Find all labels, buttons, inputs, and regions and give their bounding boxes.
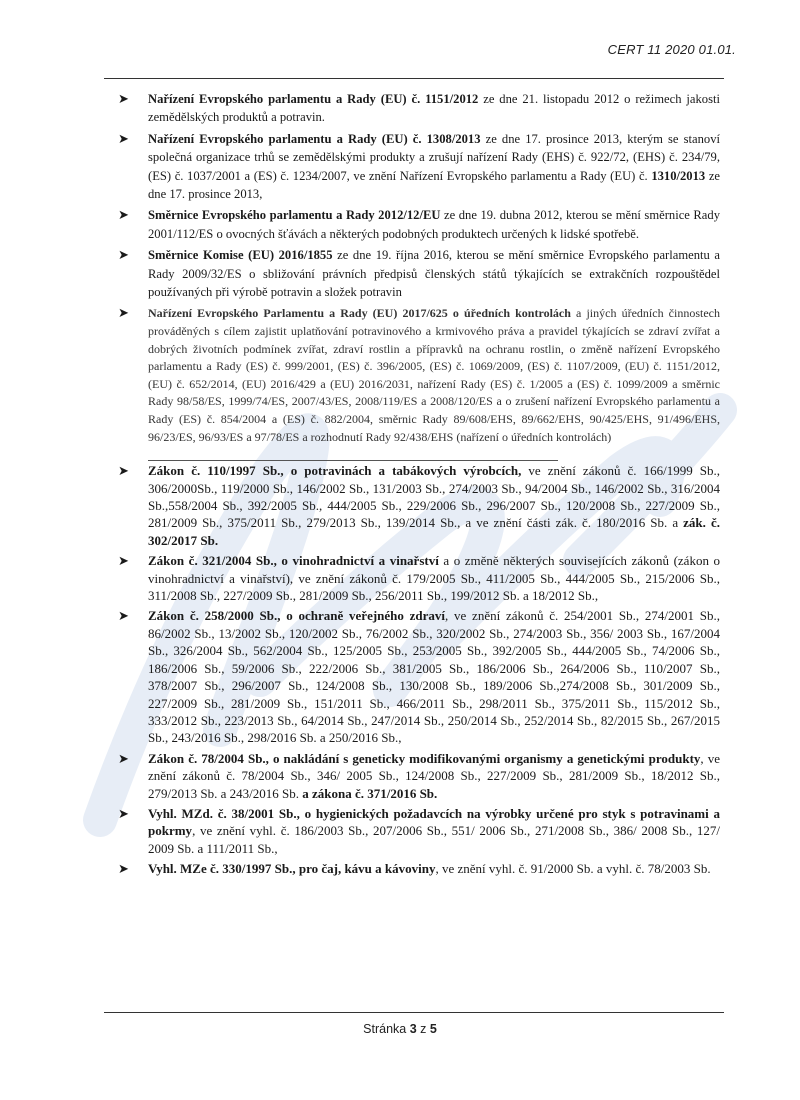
current-page: 3	[409, 1022, 417, 1036]
item-text: , ve znění vyhl. č. 91/2000 Sb. a vyhl. č. 78/2003 Sb.	[435, 861, 711, 877]
item-text: ze dne 17. prosince 2013, kterým se stanoví společná organizace trhů se zemědělskými produkty a zrušují nařízení Rady (EHS) č. 922/72, (EHS) č. 234/79, (ES) č. 1037/2001 a (ES) č. 1234/2007, ve znění Nařízení Evropského parlamentu a Rady (EU) č.	[148, 131, 720, 183]
list-item	[118, 805, 720, 857]
document-body	[118, 90, 720, 881]
header-rule	[104, 78, 724, 79]
list-item	[118, 860, 720, 877]
item-text: ze dne 19. dubna 2012, kterou se mění směrnice Rady 2001/112/ES o ovocných šťávách a některých podobných produktech určených k lidské spotřebě.	[148, 208, 720, 241]
page-separator: z	[420, 1022, 427, 1036]
page-number	[0, 1022, 800, 1036]
arrow-bullet-icon: ➤	[118, 861, 129, 877]
list-item	[118, 552, 720, 604]
item-title: Zákon č. 78/2004 Sb., o nakládání s geneticky modifikovanými organismy a genetickými produkty	[148, 750, 701, 766]
item-text: a o změně některých souvisejících zákonů (zákon o vinohradnictví a vinařství), ve znění zákonů č. 179/2005 Sb., 411/2005 Sb., 444/2005 Sb., 215/2006 Sb., 311/2008 Sb., 227/2009 Sb., 281/2009 Sb., 256/2011 Sb., 199/2012 Sb. a 18/2012 Sb.,	[148, 553, 720, 604]
item-title: Zákon č. 258/2000 Sb., o ochraně veřejného zdraví	[148, 608, 446, 624]
arrow-bullet-icon: ➤	[118, 305, 129, 321]
item-title: Nařízení Evropského parlamentu a Rady (EU) č. 1308/2013	[148, 131, 481, 146]
document-code: CERT 11 2020 01.01.	[607, 42, 736, 57]
item-text: a jiných úředních činnostech prováděných s cílem zajistit uplatňování potravinového a krmivového práva a pravidel týkajících se zdraví zvířat a dobrých životních podmínek zvířat, zdraví rostlin a přípravků na ochranu rostlin, o změně nařízení Evropského parlamentu a Rady (ES) č. 999/2001, (ES) č. 396/2005, (ES) č. 1069/2009, (ES) č. 1107/2009, (EU) č. 1151/2012, (EU) č. 652/2014, (EU) 2016/429 a (EU) 2016/2031, nařízení Rady (ES) č. 1/2005 a (ES) č. 1099/2009 a směrnic Rady 98/58/ES, 1999/74/ES, 2007/43/ES, 2008/119/ES a 2008/120/ES a o zrušení nařízení Evropského parlamentu a Rady (ES) č. 854/2004 a (ES) č. 882/2004, směrnic Rady 89/608/EHS, 89/662/EHS, 90/425/EHS, 91/496/EHS, 96/23/ES, 96/93/ES a 97/78/ES a rozhodnutí Rady 92/438/EHS (nařízení o úředních kontrolách)	[148, 306, 720, 444]
arrow-bullet-icon: ➤	[118, 750, 129, 766]
item-title: Směrnice Komise (EU) 2016/1855	[148, 248, 333, 263]
item-text: ze dne 21. listopadu 2012 o režimech jakosti zemědělských produktů a potravin.	[148, 92, 720, 125]
item-text: , ve znění zákonů č. 254/2001 Sb., 274/2001 Sb., 86/2002 Sb., 13/2002 Sb., 120/2002 Sb., 76/2002 Sb., 320/2002 Sb., 274/2003 Sb., 356/ 2003 Sb., 167/2004 Sb., 326/2004 Sb., 562/2004 Sb., 125/2005 Sb., 253/2005 Sb., 392/2005 Sb., 444/2005 Sb., 74/2006 Sb., 186/2006 Sb., 59/2006 Sb., 222/2006 Sb., 381/2005 Sb., 186/2006 Sb., 264/2006 Sb., 110/2007 Sb., 378/2007 Sb., 296/2007 Sb., 124/2008 Sb., 130/2008 Sb., 189/2006 Sb.,274/2008 Sb., 301/2009 Sb., 227/2009 Sb., 281/2009 Sb., 151/2011 Sb., 466/2011 Sb., 298/2011 Sb., 375/2011 Sb., 115/2012 Sb., 333/2012 Sb., 223/2013 Sb., 64/2014 Sb., 247/2014 Sb., 250/2014 Sb., 252/2014 Sb., 82/2015 Sb., 267/2015 Sb., 243/2016 Sb., 298/2016 Sb. a 250/2016 Sb.,	[148, 608, 720, 746]
item-title: Vyhl. MZe č. 330/1997 Sb., pro čaj, kávu a kávoviny	[148, 861, 436, 877]
list-item	[118, 246, 720, 301]
item-text: ve znění zákonů č. 166/1999 Sb., 306/2000Sb., 119/2000 Sb., 146/2002 Sb., 131/2003 Sb., 274/2003 Sb., 94/2004 Sb., 146/2002 Sb., 316/2004 Sb.,558/2004 Sb., 392/2005 Sb., 444/2005 Sb., 229/2006 Sb., 296/2007 Sb., 120/2008 Sb., 227/2009 Sb., 281/2009 Sb., 375/2011 Sb., 279/2013 Sb., 139/2014 Sb., a ve znění části zák. č. 180/2016 Sb. a	[148, 463, 720, 531]
item-title-secondary: a zákona č. 371/2016 Sb.	[302, 785, 438, 801]
arrow-bullet-icon: ➤	[118, 207, 129, 223]
footer-rule	[104, 1012, 724, 1013]
list-item	[118, 206, 720, 243]
item-title: Nařízení Evropského parlamentu a Rady (EU) č. 1151/2012	[148, 92, 479, 106]
list-item	[118, 750, 720, 802]
item-title: Zákon č. 110/1997 Sb., o potravinách a tabákových výrobcích,	[148, 463, 522, 479]
item-text: , ve znění vyhl. č. 186/2003 Sb., 207/2006 Sb., 551/ 2006 Sb., 271/2008 Sb., 386/ 2008 Sb., 127/ 2009 Sb. a 111/2011 Sb.,	[148, 823, 720, 856]
item-title: Vyhl. MZd. č. 38/2001 Sb., o hygienických požadavcích na výrobky určené pro styk s potravinami a pokrmy	[148, 805, 720, 839]
list-item	[118, 90, 720, 127]
arrow-bullet-icon: ➤	[118, 247, 129, 263]
page-label: Stránka	[363, 1022, 407, 1036]
arrow-bullet-icon: ➤	[118, 553, 129, 569]
section-gap	[118, 448, 720, 460]
arrow-bullet-icon: ➤	[118, 463, 129, 479]
item-text-secondary: ze dne 17. prosince 2013,	[148, 168, 720, 202]
list-item	[118, 304, 720, 445]
item-title: Směrnice Evropského parlamentu a Rady 2012/12/EU	[148, 208, 441, 223]
arrow-bullet-icon: ➤	[118, 91, 129, 106]
list-item	[118, 462, 720, 549]
arrow-bullet-icon: ➤	[118, 608, 129, 624]
item-title: Nařízení Evropského Parlamentu a Rady (EU) 2017/625 o úředních kontrolách	[148, 306, 571, 321]
arrow-bullet-icon: ➤	[118, 805, 129, 821]
item-title-secondary: 1310/2013	[651, 168, 706, 183]
list-item	[118, 607, 720, 746]
arrow-bullet-icon: ➤	[118, 130, 129, 146]
item-title: Zákon č. 321/2004 Sb., o vinohradnictví a vinařství	[148, 553, 439, 569]
list-item	[118, 130, 720, 204]
item-text: , ve znění zákonů č. 78/2004 Sb., 346/ 2005 Sb., 124/2008 Sb., 227/2009 Sb., 281/2009 Sb., 18/2012 Sb., 279/2013 Sb. a 243/2016 Sb.	[148, 750, 720, 801]
section-divider	[148, 460, 558, 461]
total-pages: 5	[429, 1022, 437, 1036]
item-text: ze dne 19. října 2016, kterou se mění směrnice Evropského parlamentu a Rady 2009/32/ES o sbližování právních předpisů členských států týkajících se extrakčních rozpouštědel používaných při výrobě potravin a složek potravin	[148, 248, 720, 300]
item-title-secondary: zák. č. 302/2017 Sb.	[148, 515, 720, 548]
